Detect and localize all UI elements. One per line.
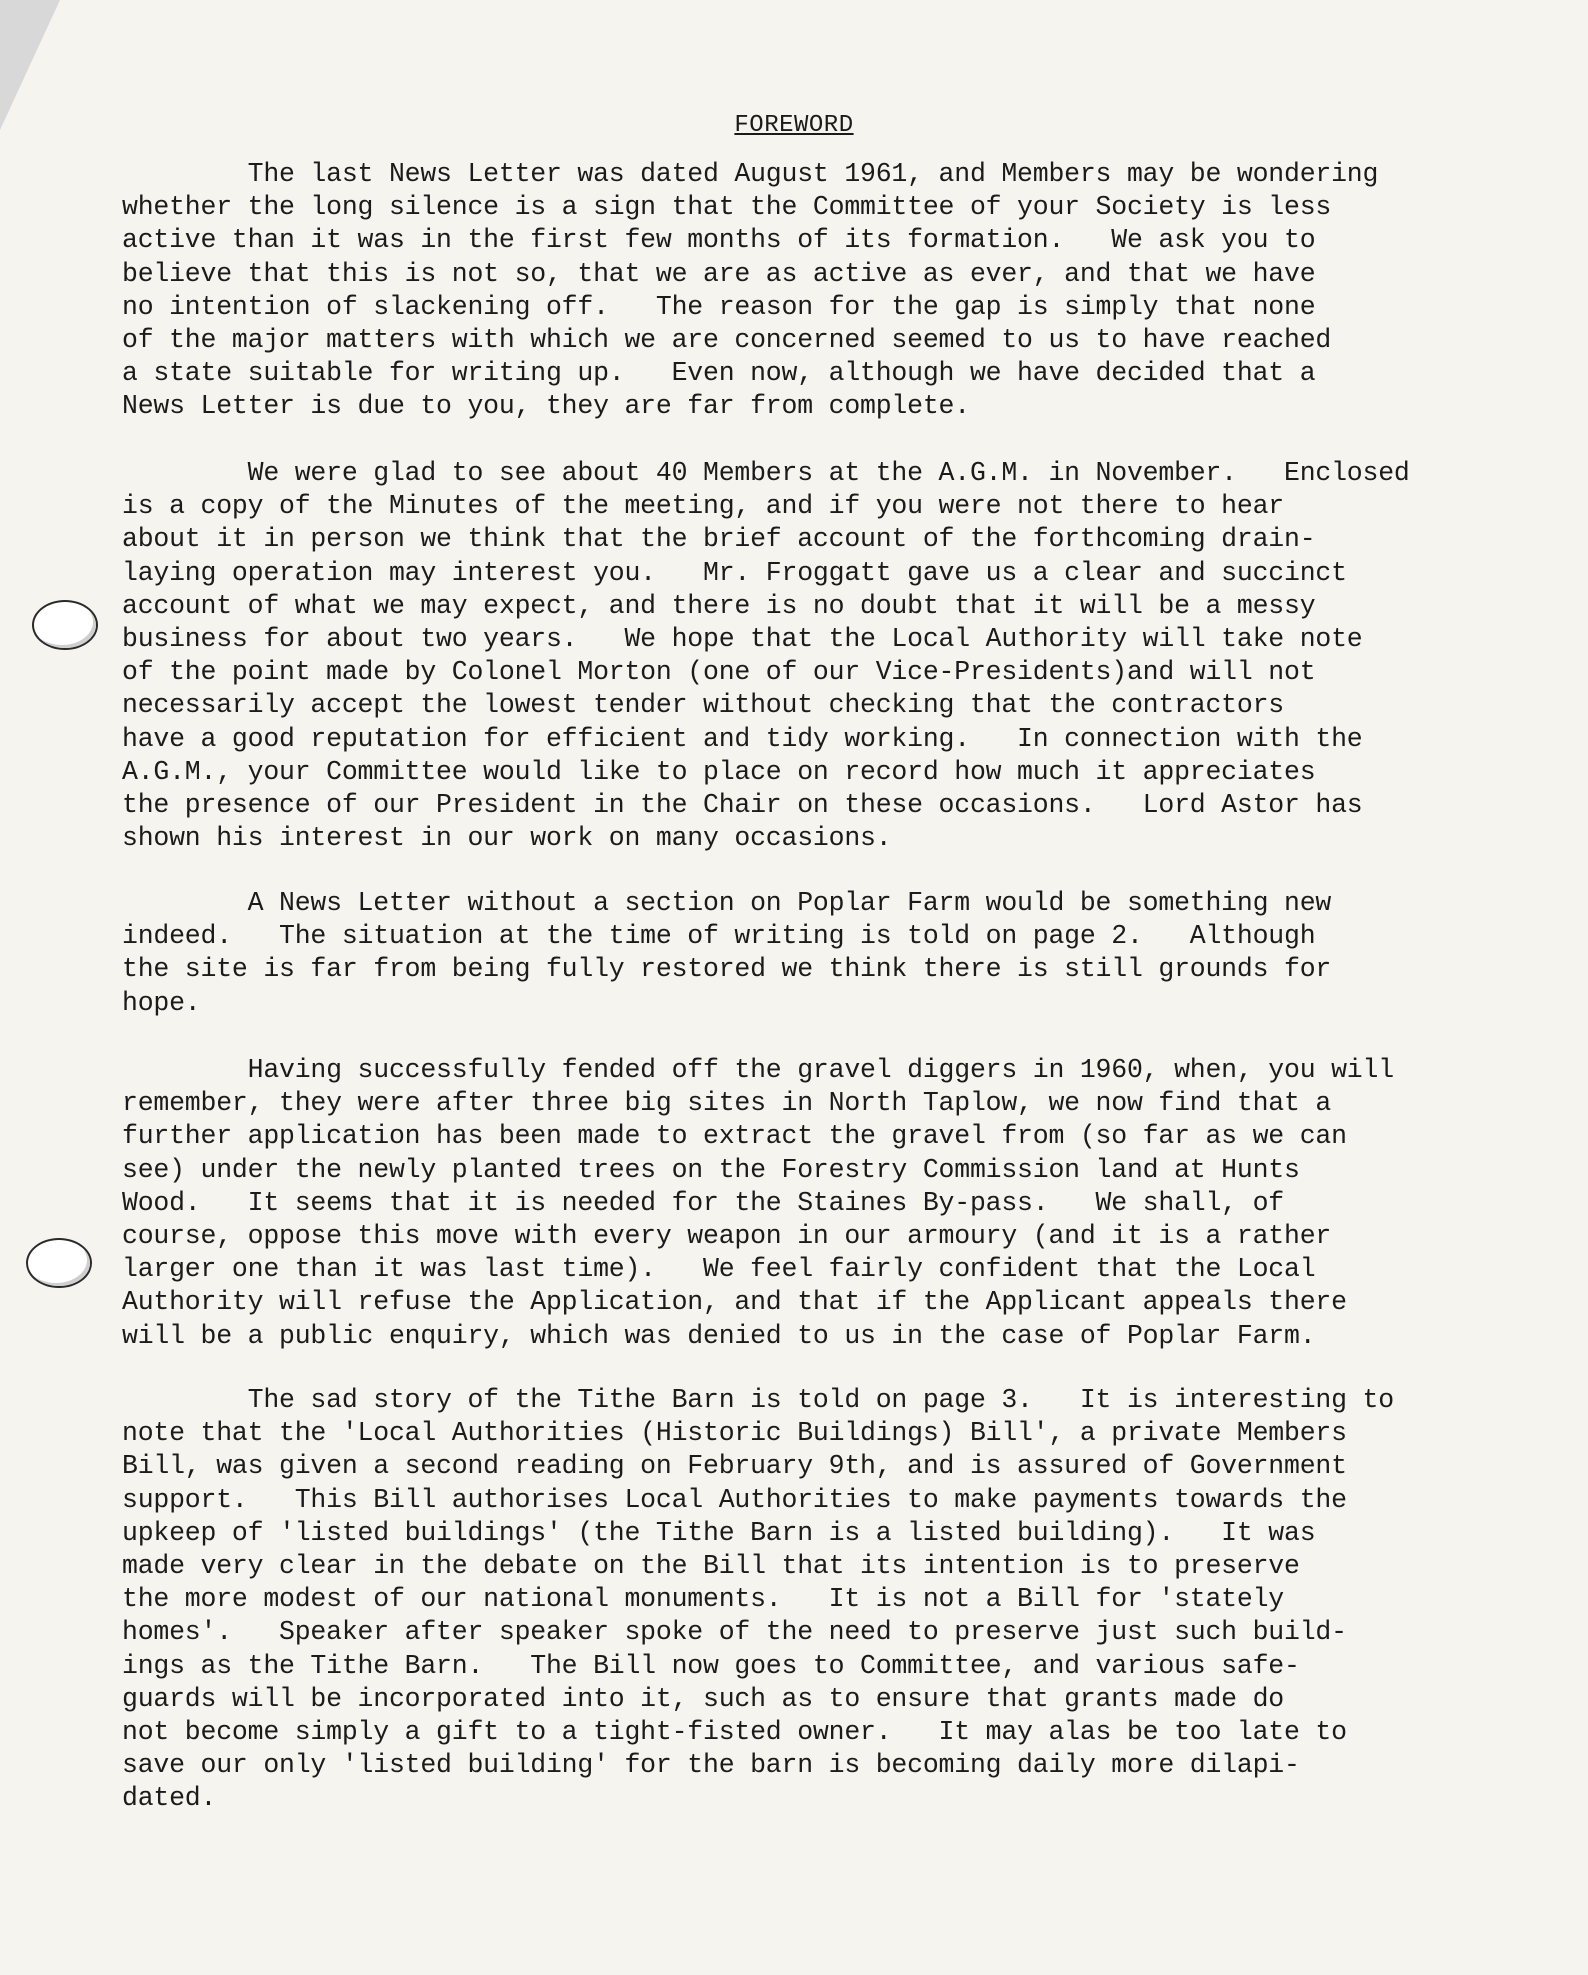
paragraph-agm: We were glad to see about 40 Members at the A.G.M. in November. Enclosed is a copy of the Minutes of the meeting, and if you were not there to hear about it in person we think that the brief account of the forthcoming drain- laying operation may interest you. Mr. Froggatt gave us a clear and succinct account of what we may expect, and there is no doubt that it will be a messy business for about two years. We hope that the Local Authority will take note of the point made by Colonel Morton (one of our Vice-Presidents)and will not necessarily accept the lowest tender without checking that the contractors have a good reputation for efficient and tidy working. In connection with the A.G.M., your Committee would like to place on record how much it appreciates the presence of our President in the Chair on these occasions. Lord Astor has shown his interest in our work on many occasions. [122, 458, 1410, 854]
paragraph-gravel-diggers: Having successfully fended off the gravel diggers in 1960, when, you will remember, they were after three big sites in North Taplow, we now find that a further application has been made to extract the gravel from (so far as we can see) under the newly planted trees on the Forestry Commission land at Hunts Wood. It seems that it is needed for the Staines By-pass. We shall, of course, oppose this move with every weapon in our armoury (and it is a rather larger one than it was last time). We feel fairly confident that the Local Authority will refuse the Application, and that if the Applicant appeals there will be a public enquiry, which was denied to us in the case of Poplar Farm. [122, 1055, 1394, 1351]
paragraph-poplar-farm: A News Letter without a section on Poplar Farm would be something new indeed. The situation at the time of writing is told on page 2. Although the site is far from being fully restored we think there is still grounds for hope. [122, 888, 1332, 1018]
paragraph-tithe-barn: The sad story of the Tithe Barn is told on page 3. It is interesting to note that the 'Local Authorities (Historic Buildings) Bill', a private Members Bill, was given a second reading on February 9th, and is assured of Government support. This Bill authorises Local Authorities to make payments towards the upkeep of 'listed buildings' (the Tithe Barn is a listed building). It was made very clear in the debate on the Bill that its intention is to preserve the more modest of our national monuments. It is not a Bill for 'stately homes'. Speaker after speaker spoke of the need to preserve just such build- ings as the Tithe Barn. The Bill now goes to Committee, and various safe- guards will be incorporated into it, such as to ensure that grants made do not become simply a gift to a tight-fisted owner. It may alas be too late to save our only 'listed building' for the barn is becoming daily more dilapi- dated. [122, 1385, 1394, 1814]
page-title: FOREWORD [734, 112, 854, 139]
punch-hole-icon [34, 602, 96, 648]
punch-hole-icon [28, 1240, 90, 1286]
paragraph-intro: The last News Letter was dated August 1961, and Members may be wondering whether the long silence is a sign that the Committee of your Society is less active than it was in the first few months of its formation. We ask you to believe that this is not so, that we are as active as ever, and that we have no intention of slackening off. The reason for the gap is simply that none of the major matters with which we are concerned seemed to us to have reached a state suitable for writing up. Even now, although we have decided that a News Letter is due to you, they are far from complete. [122, 159, 1379, 422]
